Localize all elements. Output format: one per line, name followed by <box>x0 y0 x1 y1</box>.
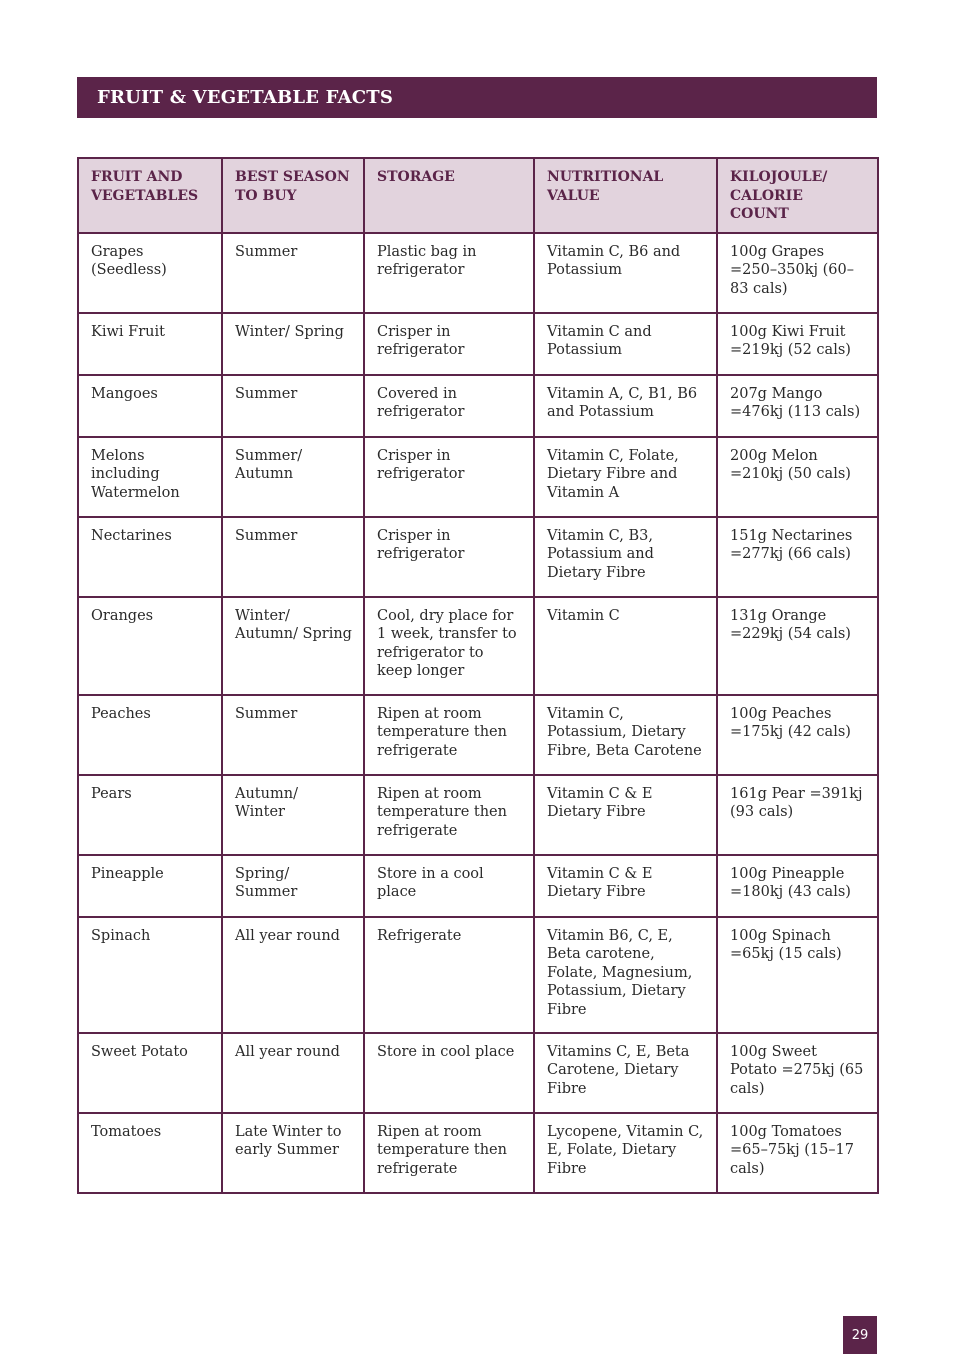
table-row <box>78 695 878 775</box>
cell-energy: 100g Peaches =175kj (42 cals) <box>717 695 878 775</box>
cell-nutrition: Vitamin C <box>534 597 717 695</box>
table-row <box>78 775 878 855</box>
cell-item: Pineapple <box>78 855 222 917</box>
cell-storage: Crisper in refrigerator <box>364 313 534 375</box>
section-title: FRUIT & VEGETABLE FACTS <box>97 87 394 108</box>
cell-energy: 100g Tomatoes =65–75kj (15–17 cals) <box>717 1113 878 1193</box>
cell-energy: 100g Spinach =65kj (15 cals) <box>717 917 878 1033</box>
cell-storage: Cool, dry place for 1 week, transfer to refrigerator to keep longer <box>364 597 534 695</box>
cell-storage: Ripen at room temperature then refrigerate <box>364 775 534 855</box>
cell-item: Grapes (Seedless) <box>78 233 222 313</box>
cell-storage: Ripen at room temperature then refrigerate <box>364 1113 534 1193</box>
cell-energy: 100g Sweet Potato =275kj (65 cals) <box>717 1033 878 1113</box>
cell-season: Summer/ Autumn <box>222 437 364 517</box>
cell-item: Melons including Watermelon <box>78 437 222 517</box>
header-kilojoule-calorie-count: KILOJOULE/ CALORIE COUNT <box>717 158 878 233</box>
header-best-season: BEST SEASON TO BUY <box>222 158 364 233</box>
table-row <box>78 313 878 375</box>
cell-season: Summer <box>222 695 364 775</box>
cell-nutrition: Vitamin C & E Dietary Fibre <box>534 775 717 855</box>
cell-season: Spring/ Summer <box>222 855 364 917</box>
cell-item: Mangoes <box>78 375 222 437</box>
cell-season: Summer <box>222 517 364 597</box>
cell-season: Winter/ Autumn/ Spring <box>222 597 364 695</box>
cell-item: Nectarines <box>78 517 222 597</box>
cell-item: Tomatoes <box>78 1113 222 1193</box>
table-row <box>78 437 878 517</box>
cell-energy: 161g Pear =391kj (93 cals) <box>717 775 878 855</box>
cell-season: All year round <box>222 1033 364 1113</box>
section-title-banner <box>77 77 877 118</box>
cell-season: Autumn/ Winter <box>222 775 364 855</box>
table-row <box>78 375 878 437</box>
table-row <box>78 233 878 313</box>
table-row <box>78 917 878 1033</box>
cell-storage: Plastic bag in refrigerator <box>364 233 534 313</box>
table-row <box>78 597 878 695</box>
cell-energy: 100g Kiwi Fruit =219kj (52 cals) <box>717 313 878 375</box>
cell-energy: 207g Mango =476kj (113 cals) <box>717 375 878 437</box>
cell-nutrition: Vitamins C, E, Beta Carotene, Dietary Fibre <box>534 1033 717 1113</box>
header-nutritional-value: NUTRITIONAL VALUE <box>534 158 717 233</box>
cell-storage: Crisper in refrigerator <box>364 517 534 597</box>
table-header-row <box>78 158 878 233</box>
cell-nutrition: Vitamin B6, C, E, Beta carotene, Folate, Magnesium, Potassium, Dietary Fibre <box>534 917 717 1033</box>
cell-nutrition: Vitamin C, B6 and Potassium <box>534 233 717 313</box>
cell-nutrition: Lycopene, Vitamin C, E, Folate, Dietary Fibre <box>534 1113 717 1193</box>
cell-storage: Crisper in refrigerator <box>364 437 534 517</box>
table-row <box>78 1033 878 1113</box>
cell-item: Peaches <box>78 695 222 775</box>
cell-season: Summer <box>222 375 364 437</box>
cell-storage: Refrigerate <box>364 917 534 1033</box>
cell-storage: Covered in refrigerator <box>364 375 534 437</box>
cell-nutrition: Vitamin C and Potassium <box>534 313 717 375</box>
cell-storage: Ripen at room temperature then refrigerate <box>364 695 534 775</box>
cell-nutrition: Vitamin C, Potassium, Dietary Fibre, Beta Carotene <box>534 695 717 775</box>
cell-season: Winter/ Spring <box>222 313 364 375</box>
cell-item: Kiwi Fruit <box>78 313 222 375</box>
header-storage: STORAGE <box>364 158 534 233</box>
page-number-badge <box>843 1316 877 1354</box>
header-fruit-and-vegetables: FRUIT AND VEGETABLES <box>78 158 222 233</box>
cell-energy: 131g Orange =229kj (54 cals) <box>717 597 878 695</box>
cell-season: Summer <box>222 233 364 313</box>
cell-item: Spinach <box>78 917 222 1033</box>
cell-item: Pears <box>78 775 222 855</box>
fruit-vegetable-table <box>77 157 879 1194</box>
cell-nutrition: Vitamin C & E Dietary Fibre <box>534 855 717 917</box>
cell-nutrition: Vitamin C, B3, Potassium and Dietary Fibre <box>534 517 717 597</box>
cell-season: Late Winter to early Summer <box>222 1113 364 1193</box>
cell-season: All year round <box>222 917 364 1033</box>
table-row <box>78 1113 878 1193</box>
cell-energy: 100g Grapes =250–350kj (60–83 cals) <box>717 233 878 313</box>
table-row <box>78 855 878 917</box>
cell-energy: 151g Nectarines =277kj (66 cals) <box>717 517 878 597</box>
cell-item: Sweet Potato <box>78 1033 222 1113</box>
cell-item: Oranges <box>78 597 222 695</box>
table-row <box>78 517 878 597</box>
cell-storage: Store in cool place <box>364 1033 534 1113</box>
page-number: 29 <box>851 1327 869 1343</box>
cell-energy: 100g Pineapple =180kj (43 cals) <box>717 855 878 917</box>
cell-nutrition: Vitamin A, C, B1, B6 and Potassium <box>534 375 717 437</box>
cell-nutrition: Vitamin C, Folate, Dietary Fibre and Vitamin A <box>534 437 717 517</box>
cell-energy: 200g Melon =210kj (50 cals) <box>717 437 878 517</box>
cell-storage: Store in a cool place <box>364 855 534 917</box>
